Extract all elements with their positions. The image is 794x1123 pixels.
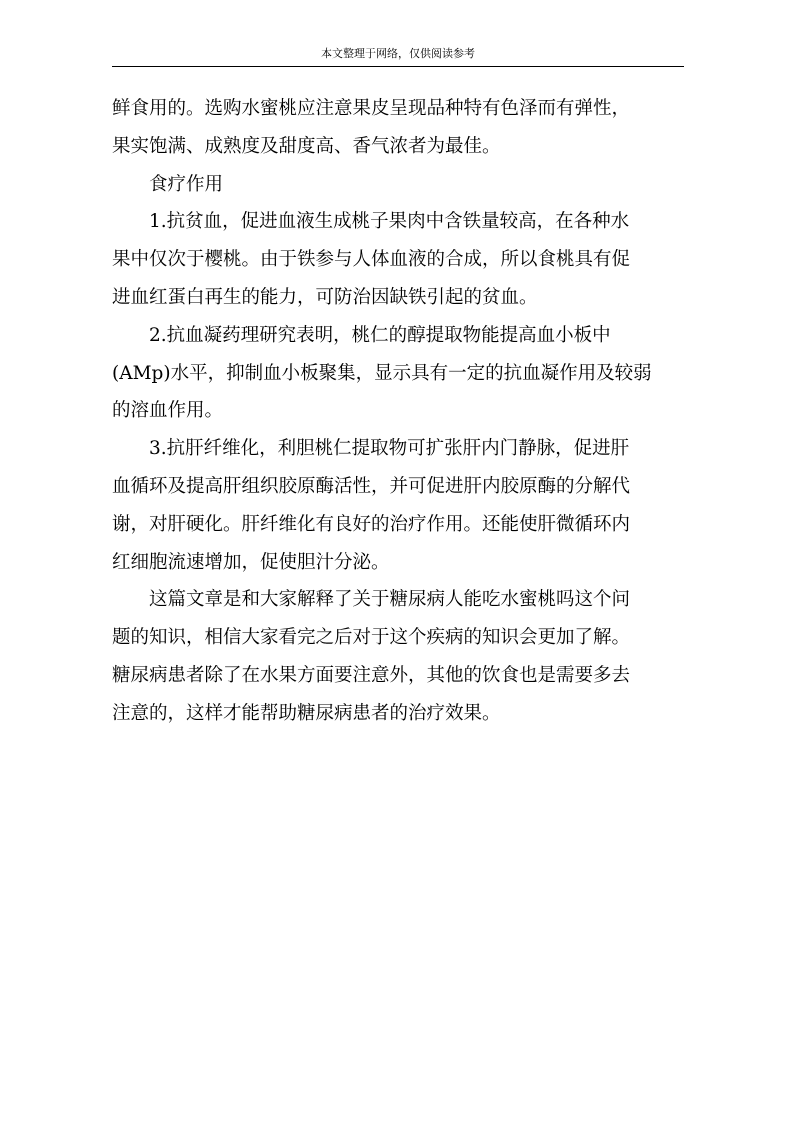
text-line: 1.抗贫血，促进血液生成桃子果肉中含铁量较高，在各种水 [149, 211, 630, 233]
text-line: 谢，对肝硬化。肝纤维化有良好的治疗作用。还能使肝微循环内 [112, 513, 631, 535]
text-line: 鲜食用的。选购水蜜桃应注意果皮呈现品种特有色泽而有弹性， [112, 98, 631, 119]
text-line: 进血红蛋白再生的能力，可防治因缺铁引起的贫血。 [112, 286, 538, 308]
text-line: 的溶血作用。 [112, 400, 224, 422]
text-line: 果实饱满、成熟度及甜度高、香气浓者为最佳。 [112, 135, 501, 157]
text-line: 红细胞流速增加，促使胆汁分泌。 [112, 551, 390, 573]
text-line: 这篇文章是和大家解释了关于糖尿病人能吃水蜜桃吗这个问 [149, 589, 631, 611]
text-line: 血循环及提高肝组织胶原酶活性，并可促进肝内胶原酶的分解代 [112, 475, 631, 497]
text-line: 果中仅次于樱桃。由于铁参与人体血液的合成，所以食桃具有促 [112, 249, 631, 271]
page-header [112, 46, 684, 67]
text-line: 题的知识，相信大家看完之后对于这个疾病的知识会更加了解。 [112, 627, 631, 649]
text-line: 注意的，这样才能帮助糖尿病患者的治疗效果。 [112, 702, 501, 724]
text-line: 3.抗肝纤维化，利胆桃仁提取物可扩张肝内门静脉，促进肝 [149, 438, 630, 460]
section-heading: 食疗作用 [149, 173, 224, 195]
text-line: (AMp)水平，抑制血小板聚集，显示具有一定的抗血凝作用及较弱 [112, 362, 652, 384]
header-text: 本文整理于网络，仅供阅读参考 [321, 47, 475, 60]
text-line: 糖尿病患者除了在水果方面要注意外，其他的饮食也是需要多去 [112, 664, 631, 686]
text-line: 2.抗血凝药理研究表明，桃仁的醇提取物能提高血小板中 [149, 324, 611, 346]
document-body [112, 90, 684, 733]
